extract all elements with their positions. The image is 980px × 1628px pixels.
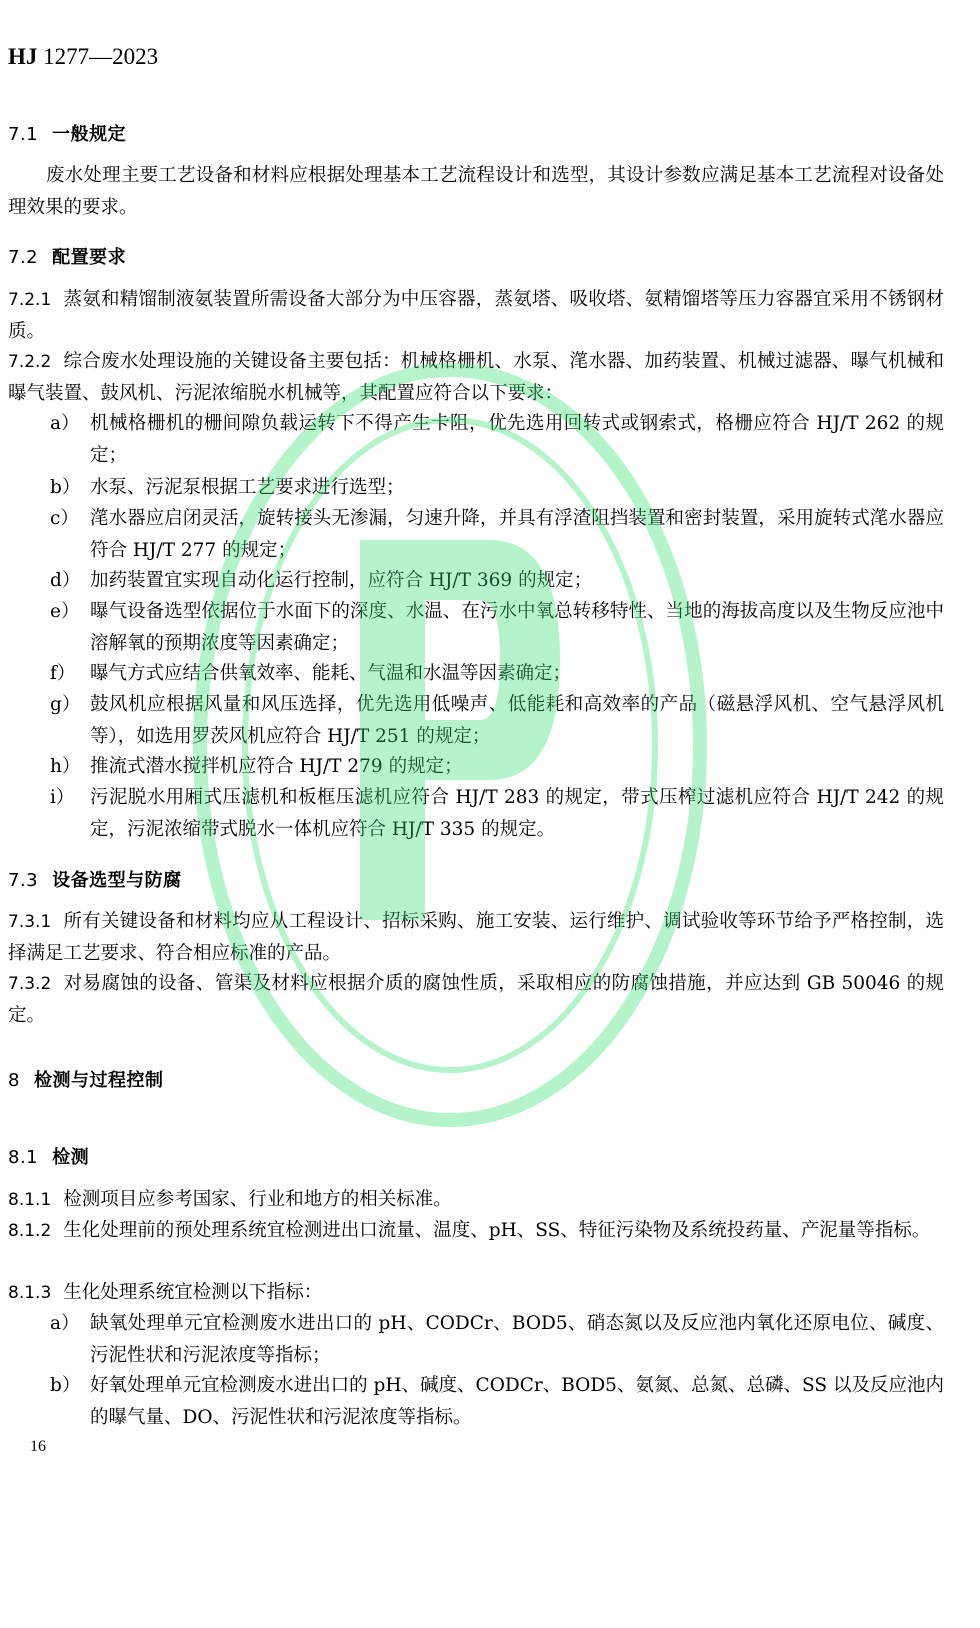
list-item: a） 机械格栅机的栅间隙负载运转下不得产生卡阻，优先选用回转式或钢索式，格栅应符合 HJ/T 262 的规定； bbox=[50, 413, 944, 466]
paragraph-7-1: 废水处理主要工艺设备和材料应根据处理基本工艺流程设计和选型，其设计参数应满足基本工艺流程对设备处理效果的要求。 bbox=[8, 165, 944, 218]
clause-7-2-2: 7.2.2 综合废水处理设施的关键设备主要包括：机械格栅机、水泵、滗水器、加药装置、机械过滤器、曝气机械和曝气装置、鼓风机、污泥浓缩脱水机械等，其配置应符合以下要求： bbox=[8, 351, 944, 404]
clause-7-3-2: 7.3.2 对易腐蚀的设备、管渠及材料应根据介质的腐蚀性质，采取相应的防腐蚀措施，并应达到 GB 50046 的规定。 bbox=[8, 973, 944, 1026]
standard-code: HJ bbox=[8, 44, 38, 69]
section-heading-8-1: 8.1 检测 bbox=[8, 1147, 90, 1168]
clause-8-1-2: 8.1.2 生化处理前的预处理系统宜检测进出口流量、温度、pH、SS、特征污染物及系统投药量、产泥量等指标。 bbox=[8, 1220, 931, 1241]
list-item: a） 缺氧处理单元宜检测废水进出口的 pH、CODCr、BOD5、硝态氮以及反应池内氧化还原电位、碱度、污泥性状和污泥浓度等指标； bbox=[50, 1313, 944, 1366]
list-item: b） 好氧处理单元宜检测废水进出口的 pH、碱度、CODCr、BOD5、氨氮、总氮、总磷、SS 以及反应池内的曝气量、DO、污泥性状和污泥浓度等指标。 bbox=[50, 1375, 944, 1428]
list-item: c） 滗水器应启闭灵活，旋转接头无渗漏，匀速升降，并具有浮渣阻挡装置和密封装置，采用旋转式滗水器应符合 HJ/T 277 的规定； bbox=[50, 508, 944, 561]
section-heading-8: 8 检测与过程控制 bbox=[8, 1070, 164, 1091]
list-item: f） 曝气方式应结合供氧效率、能耗、气温和水温等因素确定； bbox=[50, 663, 572, 684]
clause-7-2-1: 7.2.1 蒸氨和精馏制液氨装置所需设备大部分为中压容器，蒸氨塔、吸收塔、氨精馏塔等压力容器宜采用不锈钢材质。 bbox=[8, 289, 944, 342]
clause-8-1-1: 8.1.1 检测项目应参考国家、行业和地方的相关标准。 bbox=[8, 1189, 452, 1210]
list-item: d） 加药装置宜实现自动化运行控制，应符合 HJ/T 369 的规定； bbox=[50, 570, 593, 591]
list-item: g） 鼓风机应根据风量和风压选择，优先选用低噪声、低能耗和高效率的产品（磁悬浮风机、空气悬浮风机等），如选用罗茨风机应符合 HJ/T 251 的规定； bbox=[50, 694, 944, 747]
clause-8-1-3: 8.1.3 生化处理系统宜检测以下指标： bbox=[8, 1282, 323, 1303]
list-item: e） 曝气设备选型依据位于水面下的深度、水温、在污水中氧总转移特性、当地的海拔高度以及生物反应池中溶解氧的预期浓度等因素确定； bbox=[50, 601, 944, 654]
list-item: b） 水泵、污泥泵根据工艺要求进行选型； bbox=[50, 477, 405, 498]
section-heading-7-2: 7.2 配置要求 bbox=[8, 247, 127, 268]
section-heading-7-1: 7.1 一般规定 bbox=[8, 124, 127, 145]
list-item: i） 污泥脱水用厢式压滤机和板框压滤机应符合 HJ/T 283 的规定，带式压榨过滤机应符合 HJ/T 242 的规定，污泥浓缩带式脱水一体机应符合 HJ/T 335 的规定。 bbox=[50, 787, 944, 840]
page-number: 16 bbox=[30, 1438, 46, 1455]
section-heading-7-3: 7.3 设备选型与防腐 bbox=[8, 870, 182, 891]
list-item: h） 推流式潜水搅拌机应符合 HJ/T 279 的规定； bbox=[50, 756, 463, 777]
document-header bbox=[8, 44, 158, 70]
standard-number: 1277—2023 bbox=[43, 44, 159, 69]
clause-7-3-1: 7.3.1 所有关键设备和材料均应从工程设计、招标采购、施工安装、运行维护、调试验收等环节给予严格控制，选择满足工艺要求、符合相应标准的产品。 bbox=[8, 911, 944, 964]
